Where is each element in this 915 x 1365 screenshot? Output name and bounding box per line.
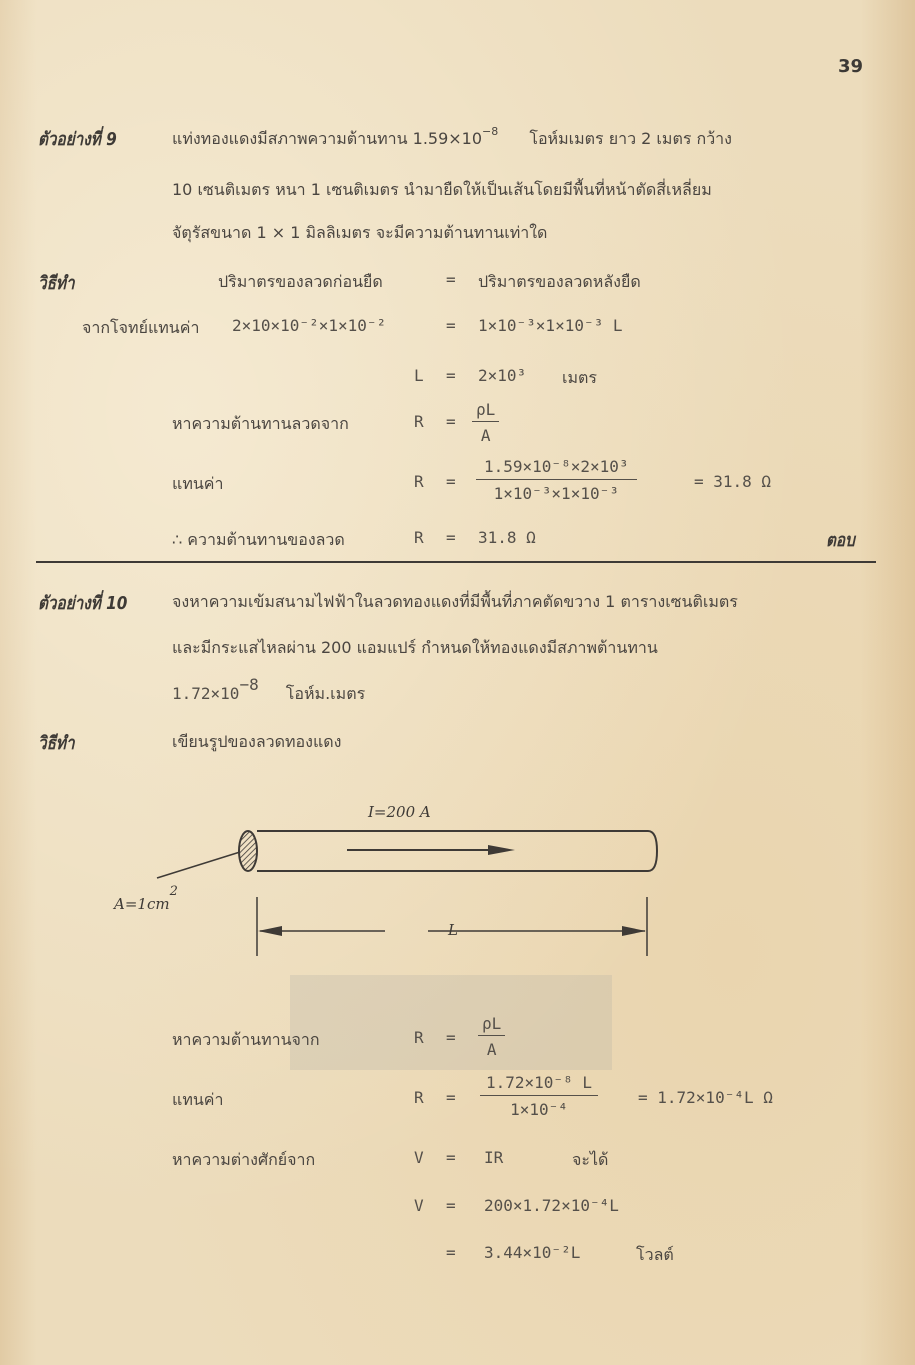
equals: = bbox=[446, 366, 456, 385]
equals: = bbox=[446, 1243, 456, 1262]
fraction-numerator: 1.59×10⁻⁸×2×10³ bbox=[476, 457, 637, 480]
answer-label: ตอบ bbox=[826, 530, 855, 551]
problem-text-tail: โอห์มเมตร ยาว 2 เมตร กว้าง bbox=[529, 129, 732, 148]
fraction-denominator: 1×10⁻⁴ bbox=[510, 1100, 568, 1119]
resistance-symbol: R bbox=[414, 1028, 424, 1047]
step-voltage-from: หาความต่างศักย์จาก bbox=[172, 1150, 316, 1169]
result-value: = 1.72×10⁻⁴L Ω bbox=[638, 1088, 773, 1107]
equals: = bbox=[446, 472, 456, 491]
resistance-symbol: R bbox=[414, 1088, 424, 1107]
example-10-problem-line-2: และมีกระแสไหลผ่าน 200 แอมแปร์ กำหนดให้ทองแดงมีสภาพต้านทาน bbox=[172, 638, 658, 657]
step-substitute-lhs: 2×10×10⁻²×1×10⁻² bbox=[232, 316, 387, 335]
result-value: = 31.8 Ω bbox=[694, 472, 772, 491]
step-substitute-prefix: จากโจทย์แทนค่า bbox=[82, 318, 200, 337]
section-divider bbox=[36, 561, 876, 563]
resistance-symbol: R bbox=[414, 412, 424, 431]
current-label: I=200 A bbox=[368, 803, 431, 821]
equals: = bbox=[446, 1088, 456, 1107]
voltage-symbol: V bbox=[414, 1148, 424, 1167]
fraction-denominator: A bbox=[486, 1040, 497, 1059]
fraction-numerator: ρL bbox=[478, 1014, 505, 1036]
step-resistance-from: หาความต้านทานลวดจาก bbox=[172, 414, 349, 433]
equals: = bbox=[446, 1148, 456, 1167]
voltage-result: 3.44×10⁻²L bbox=[484, 1243, 581, 1262]
example-10-problem-line-1: จงหาความเข้มสนามไฟฟ้าในลวดทองแดงที่มีพื้นที่ภาคตัดขวาง 1 ตารางเซนติเมตร bbox=[172, 592, 738, 611]
method-label-9: วิธีทำ bbox=[38, 273, 75, 294]
voltage-symbol: V bbox=[414, 1196, 424, 1215]
example-10-problem-line-3 bbox=[172, 675, 366, 707]
problem-text: 1.72×10 bbox=[172, 684, 240, 703]
equals: = bbox=[446, 1196, 456, 1215]
voltage-unit: โวลต์ bbox=[636, 1245, 674, 1264]
step-volume-after: ปริมาตรของลวดหลังยืด bbox=[478, 272, 641, 291]
fraction-numerator: 1.72×10⁻⁸ L bbox=[480, 1073, 598, 1096]
example-9-problem-line-1 bbox=[172, 127, 732, 152]
length-value: 2×10³ bbox=[478, 366, 527, 385]
substitution-fraction bbox=[480, 1073, 598, 1119]
substitution-fraction bbox=[476, 457, 637, 503]
example-9-problem-line-2: 10 เซนติเมตร หนา 1 เซนติเมตร นำมายืดให้เป็นเส้นโดยมีพื้นที่หน้าตัดสี่เหลี่ยม bbox=[172, 180, 712, 199]
area-text: A=1cm bbox=[114, 895, 170, 913]
area-exponent: 2 bbox=[169, 884, 178, 899]
step-volume-before: ปริมาตรของลวดก่อนยืด bbox=[218, 272, 383, 291]
problem-text-tail: โอห์ม.เมตร bbox=[285, 684, 366, 703]
area-label bbox=[114, 884, 178, 913]
voltage-substitution: 200×1.72×10⁻⁴L bbox=[484, 1196, 619, 1215]
problem-text: แท่งทองแดงมีสภาพความต้านทาน 1.59×10 bbox=[172, 129, 483, 148]
wire-illustration bbox=[100, 760, 700, 960]
equals: = bbox=[446, 1028, 456, 1047]
example-10-label: ตัวอย่างที่ 10 bbox=[38, 593, 128, 614]
formula-fraction bbox=[478, 1014, 505, 1059]
conclusion-text: ∴ ความต้านทานของลวด bbox=[172, 530, 345, 549]
method-intro: เขียนรูปของลวดทองแดง bbox=[172, 732, 342, 751]
copper-wire-diagram bbox=[100, 760, 700, 960]
example-9-label: ตัวอย่างที่ 9 bbox=[38, 129, 117, 150]
page-number: 39 bbox=[838, 56, 864, 77]
resistance-symbol: R bbox=[414, 528, 424, 547]
resistance-symbol: R bbox=[414, 472, 424, 491]
length-unit: เมตร bbox=[562, 368, 597, 387]
length-label: L bbox=[448, 921, 458, 939]
method-label-10: วิธีทำ bbox=[38, 733, 75, 754]
equals: = bbox=[446, 528, 456, 547]
length-symbol: L bbox=[414, 366, 424, 385]
formula-fraction bbox=[472, 400, 499, 445]
step-substitute-label: แทนค่า bbox=[172, 474, 224, 493]
equals: = bbox=[446, 316, 456, 335]
ohms-law: IR bbox=[484, 1148, 504, 1167]
step-substitute-label: แทนค่า bbox=[172, 1090, 224, 1109]
fraction-denominator: 1×10⁻³×1×10⁻³ bbox=[493, 484, 619, 503]
equals: = bbox=[446, 412, 456, 431]
step-substitute-rhs: 1×10⁻³×1×10⁻³ L bbox=[478, 316, 623, 335]
step-resistance-from: หาความต้านทานจาก bbox=[172, 1030, 320, 1049]
fraction-denominator: A bbox=[480, 426, 491, 445]
final-answer-value: 31.8 Ω bbox=[478, 528, 536, 547]
fraction-numerator: ρL bbox=[472, 400, 499, 422]
equals: = bbox=[446, 270, 456, 289]
exponent: −8 bbox=[239, 675, 259, 694]
exponent: −8 bbox=[482, 125, 499, 138]
example-9-problem-line-3: จัตุรัสขนาด 1 × 1 มิลลิเมตร จะมีความต้านทานเท่าใด bbox=[172, 223, 548, 242]
faded-patch bbox=[290, 975, 612, 1070]
yields-text: จะได้ bbox=[572, 1150, 609, 1169]
